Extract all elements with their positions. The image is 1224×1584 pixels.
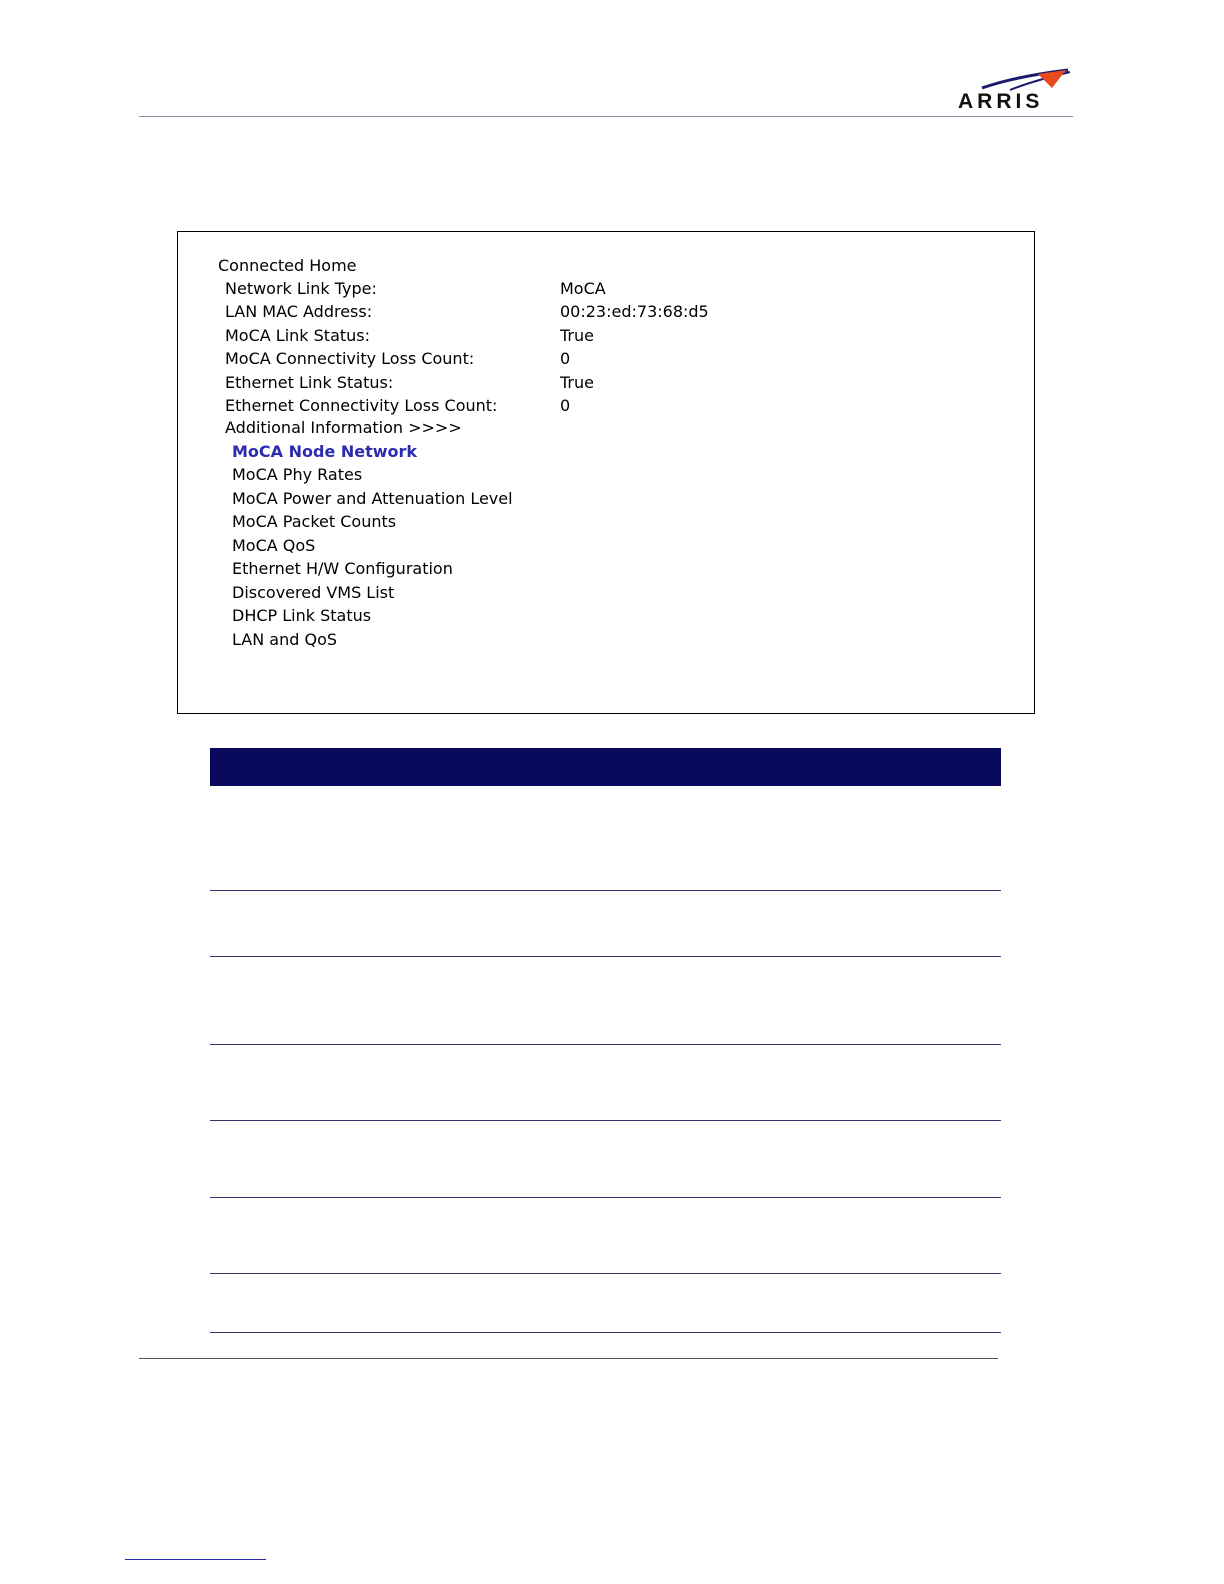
info-value: 0 (560, 396, 571, 415)
arris-logo (955, 68, 1075, 112)
table-row (210, 1274, 1001, 1333)
connected-home-screen (177, 231, 1035, 714)
info-value: True (560, 326, 594, 345)
info-row-network-link-type (225, 279, 925, 301)
info-label: MoCA Link Status: (225, 326, 371, 345)
info-row-lan-mac-address (225, 302, 925, 324)
screen-title: Connected Home (218, 256, 357, 275)
table-row (210, 786, 1001, 891)
additional-information-heading: Additional Information >>>> (225, 418, 462, 437)
menu-item-discovered-vms-list[interactable]: Discovered VMS List (232, 583, 395, 602)
logo-swoosh-icon (980, 68, 1072, 92)
menu-item-moca-phy-rates[interactable]: MoCA Phy Rates (232, 465, 363, 484)
info-label: Ethernet Connectivity Loss Count: (225, 396, 498, 415)
info-value: 0 (560, 349, 571, 368)
header-rule (139, 116, 1073, 117)
menu-item-moca-qos[interactable]: MoCA QoS (232, 536, 316, 555)
table-row (210, 1045, 1001, 1121)
table-header (210, 748, 1001, 786)
logo-wordmark: ARRIS (958, 90, 1044, 113)
info-label: MoCA Connectivity Loss Count: (225, 349, 475, 368)
info-label: Network Link Type: (225, 279, 377, 298)
menu-item-lan-and-qos[interactable]: LAN and QoS (232, 630, 338, 649)
footer-link-underline (125, 1559, 266, 1560)
menu-item-moca-power-attenuation[interactable]: MoCA Power and Attenuation Level (232, 489, 513, 508)
menu-item-moca-packet-counts[interactable]: MoCA Packet Counts (232, 512, 397, 531)
info-value: MoCA (560, 279, 606, 298)
table-row (210, 1198, 1001, 1274)
info-label: LAN MAC Address: (225, 302, 373, 321)
table-row (210, 891, 1001, 957)
menu-item-dhcp-link-status[interactable]: DHCP Link Status (232, 606, 372, 625)
info-value: True (560, 373, 594, 392)
menu-item-moca-node-network[interactable]: MoCA Node Network (232, 442, 418, 461)
info-row-moca-link-status (225, 326, 925, 348)
info-row-moca-loss-count (225, 349, 925, 371)
info-label: Ethernet Link Status: (225, 373, 394, 392)
info-row-ethernet-link-status (225, 373, 925, 395)
menu-item-ethernet-hw-config[interactable]: Ethernet H/W Configuration (232, 559, 453, 578)
info-value: 00:23:ed:73:68:d5 (560, 302, 709, 321)
table-row (210, 957, 1001, 1045)
table-row (210, 1121, 1001, 1198)
footer-rule (139, 1358, 998, 1359)
info-row-ethernet-loss-count (225, 396, 925, 418)
